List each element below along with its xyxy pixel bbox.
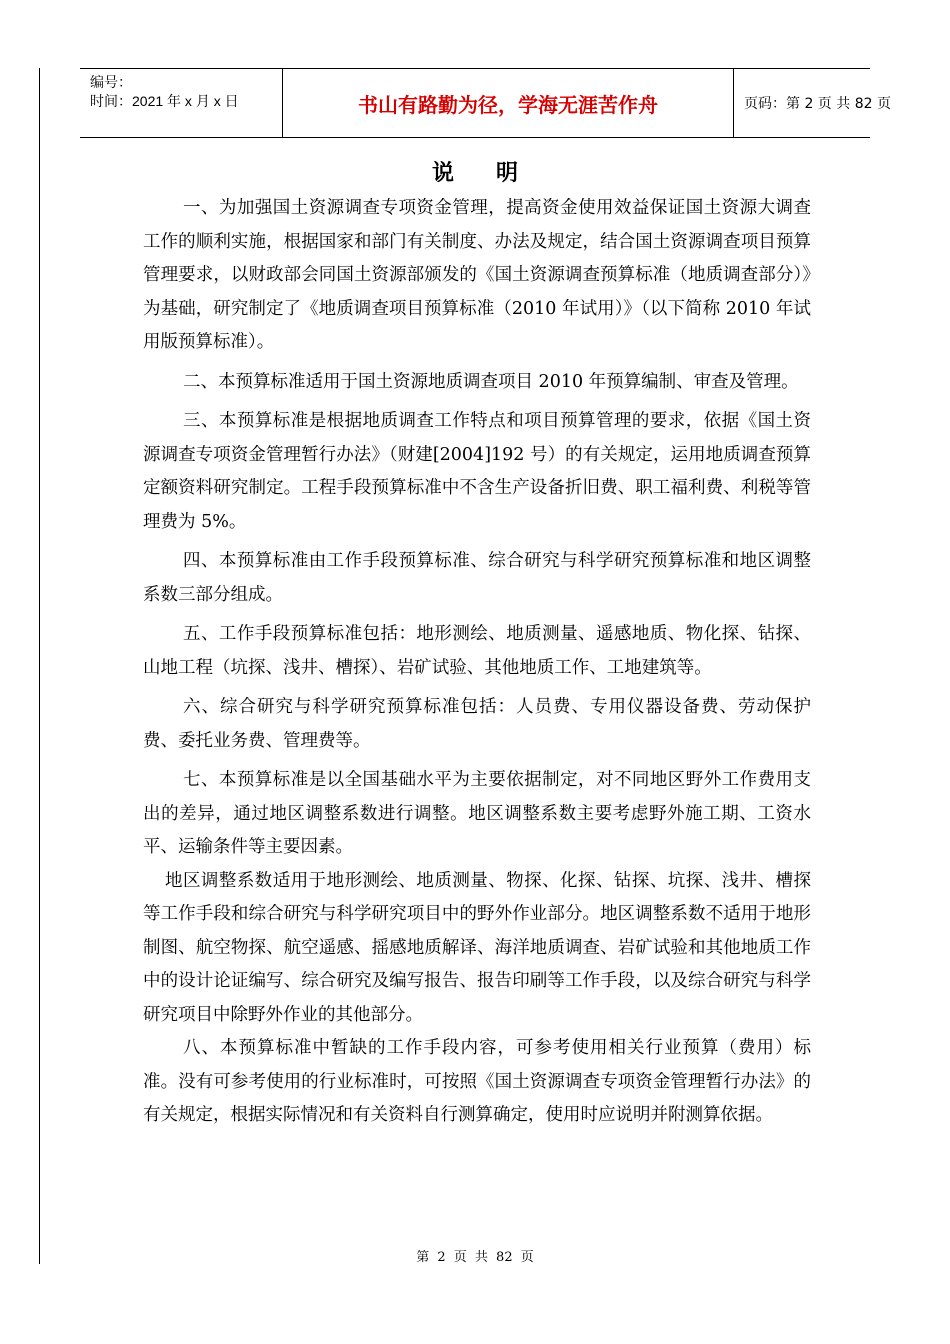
paragraph-6: 六、综合研究与科学研究预算标准包括：人员费、专用仪器设备费、劳动保护费、委托业务费、管理费等。 bbox=[143, 697, 811, 751]
document-body bbox=[143, 192, 811, 1133]
paragraph-2: 二、本预算标准适用于国土资源地质调查项目 2010 年预算编制、审查及管理。 bbox=[183, 371, 799, 392]
paragraph-5: 五、工作手段预算标准包括：地形测绘、地质测量、遥感地质、物化探、钻探、山地工程（坑探、浅井、槽探）、岩矿试验、其他地质工作、工地建筑等。 bbox=[143, 624, 811, 678]
header-meta bbox=[90, 73, 280, 111]
paragraph-1: 一、为加强国土资源调查专项资金管理，提高资金使用效益保证国土资源大调查工作的顺利实施，根据国家和部门有关制度、办法及规定，结合国土资源调查项目预算管理要求，以财政部会同国土资源部颁发的《国土资源调查预算标准（地质调查部分）》为基础，研究制定了《地质调查项目预算标准（2010 年试用）》（以下简称 2010 年试用版预算标准）。 bbox=[143, 198, 811, 352]
header-motto: 书山有路勤为径，学海无涯苦作舟 bbox=[282, 69, 734, 137]
document-title: 说明 bbox=[431, 161, 560, 186]
header-page-info: 页码：第 2 页 共 82 页 bbox=[744, 96, 891, 112]
left-margin-rule bbox=[39, 68, 40, 1264]
page-header bbox=[80, 68, 891, 138]
paragraph-9: 八、本预算标准中暂缺的工作手段内容，可参考使用相关行业预算（费用）标准。没有可参考使用的行业标准时，可按照《国土资源调查专项资金管理暂行办法》的有关规定，根据实际情况和有关资料自行测算确定，使用时应说明并附测算依据。 bbox=[143, 1038, 811, 1125]
number-label: 编号： bbox=[90, 74, 132, 90]
paragraph-4: 四、本预算标准由工作手段预算标准、综合研究与科学研究预算标准和地区调整系数三部分组成。 bbox=[143, 551, 811, 605]
paragraph-8: 地区调整系数适用于地形测绘、地质测量、物探、化探、钻探、坑探、浅井、槽探等工作手段和综合研究与科学研究项目中的野外作业部分。地区调整系数不适用于地形制图、航空物探、航空遥感、摇感地质解译、海洋地质调查、岩矿试验和其他地质工作中的设计论证编写、综合研究及编写报告、报告印刷等工作手段，以及综合研究与科学研究项目中除野外作业的其他部分。 bbox=[143, 870, 811, 1025]
paragraph-3: 三、本预算标准是根据地质调查工作特点和项目预算管理的要求，依据《国土资源调查专项资金管理暂行办法》（财建[2004]192 号）的有关规定，运用地质调查预算定额资料研究制定。工程手段预算标准中不含生产设备折旧费、职工福利费、利税等管理费为 5%。 bbox=[143, 411, 811, 532]
date-line: 时间：2021 年 x 月 x 日 bbox=[90, 93, 239, 109]
paragraph-7: 七、本预算标准是以全国基础水平为主要依据制定，对不同地区野外工作费用支出的差异，通过地区调整系数进行调整。地区调整系数主要考虑野外施工期、工资水平、运输条件等主要因素。 bbox=[143, 770, 811, 857]
page-footer: 第 2 页 共 82 页 bbox=[416, 1250, 534, 1265]
